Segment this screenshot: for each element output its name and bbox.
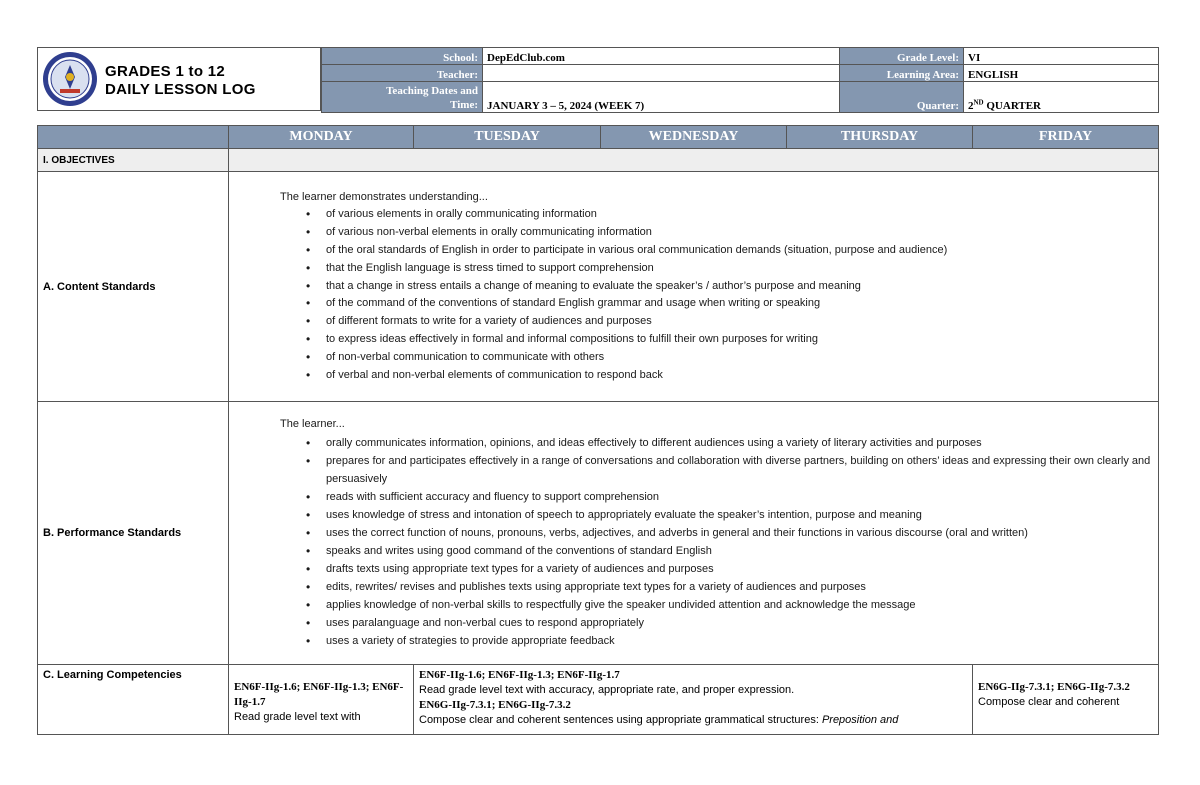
quarter-number: 2 bbox=[968, 100, 974, 112]
list-item: • prepares for and participates effectively in a range of conversations and collaboration with diverse partners, building on others’ ideas and expressing their own clearly and persuasively bbox=[234, 452, 1153, 488]
teaching-dates-value: JANUARY 3 – 5, 2024 (WEEK 7) bbox=[483, 82, 840, 113]
list-item: • of non-verbal communication to communicate with others bbox=[234, 349, 1153, 367]
day-thursday: THURSDAY bbox=[787, 126, 973, 149]
deped-seal-icon bbox=[42, 51, 98, 107]
learning-area-value: ENGLISH bbox=[964, 65, 1159, 82]
title-line-2: DAILY LESSON LOG bbox=[105, 81, 256, 98]
lc-monday-text: Read grade level text with bbox=[234, 711, 361, 723]
list-item: • of verbal and non-verbal elements of communication to respond back bbox=[234, 367, 1153, 385]
learning-competencies-row bbox=[38, 665, 1159, 735]
list-item: • that a change in stress entails a change of meaning to evaluate the speaker’s / author’s purpose and meaning bbox=[234, 278, 1153, 296]
lc-monday-codes: EN6F-IIg-1.6; EN6F-IIg-1.3; EN6F-IIg-1.7 bbox=[234, 681, 404, 708]
list-item: • uses paralanguage and non-verbal cues to respond appropriately bbox=[234, 614, 1153, 632]
list-item: • applies knowledge of non-verbal skills to respectfully give the speaker undivided attention and acknowledge the message bbox=[234, 596, 1153, 614]
content-standards-list bbox=[234, 206, 1153, 384]
learning-competencies-label: C. Learning Competencies bbox=[38, 665, 229, 735]
teacher-label: Teacher: bbox=[322, 65, 483, 82]
day-monday: MONDAY bbox=[229, 126, 414, 149]
lc-midweek-text-2-italic: Preposition and bbox=[821, 714, 899, 726]
quarter-suffix: ND bbox=[973, 98, 984, 107]
learning-area-label: Learning Area: bbox=[840, 65, 964, 82]
list-item: • that the English language is stress timed to support comprehension bbox=[234, 260, 1153, 278]
lc-friday-cell bbox=[973, 665, 1159, 735]
days-header-row bbox=[38, 126, 1159, 149]
lc-friday-text: Compose clear and coherent bbox=[978, 696, 1120, 708]
content-standards-label: A. Content Standards bbox=[38, 172, 229, 402]
quarter-value bbox=[964, 82, 1159, 113]
content-standards-body bbox=[234, 189, 1153, 385]
school-label: School: bbox=[322, 48, 483, 65]
list-item: • of various non-verbal elements in orally communicating information bbox=[234, 224, 1153, 242]
lc-midweek-cell bbox=[414, 665, 973, 735]
performance-standards-label: B. Performance Standards bbox=[38, 402, 229, 665]
list-item: • of different formats to write for a variety of audiences and purposes bbox=[234, 313, 1153, 331]
day-friday: FRIDAY bbox=[973, 126, 1159, 149]
list-item: • orally communicates information, opinions, and ideas effectively to different audiences using a variety of literary activities and purposes bbox=[234, 434, 1153, 452]
lc-monday-cell bbox=[229, 665, 414, 735]
objectives-blank bbox=[229, 149, 1159, 172]
list-item: • uses a variety of strategies to provide appropriate feedback bbox=[234, 632, 1153, 650]
lc-midweek-text-1: Read grade level text with accuracy, appropriate rate, and proper expression. bbox=[419, 684, 795, 696]
list-item: • of the command of the conventions of standard English grammar and usage when writing or speaking bbox=[234, 295, 1153, 313]
content-standards-lead: The learner demonstrates understanding... bbox=[280, 190, 488, 203]
list-item: • of the oral standards of English in order to participate in various oral communication demands (situation, purpose and audience) bbox=[234, 242, 1153, 260]
content-standards-row bbox=[38, 172, 1159, 402]
day-tuesday: TUESDAY bbox=[414, 126, 601, 149]
objectives-label: I. OBJECTIVES bbox=[38, 149, 229, 172]
lc-midweek-codes-2: EN6G-IIg-7.3.1; EN6G-IIg-7.3.2 bbox=[419, 699, 571, 711]
school-value: DepEdClub.com bbox=[483, 48, 840, 65]
list-item: • edits, rewrites/ revises and publishes texts using appropriate text types for a variety of audiences and purposes bbox=[234, 578, 1153, 596]
list-item: • of various elements in orally communicating information bbox=[234, 206, 1153, 224]
performance-standards-lead: The learner... bbox=[280, 418, 345, 431]
quarter-label: Quarter: bbox=[840, 82, 964, 113]
grade-level-value: VI bbox=[964, 48, 1159, 65]
lc-midweek-text-2-wrap bbox=[419, 713, 967, 728]
teaching-dates-label bbox=[322, 82, 483, 113]
grade-level-label: Grade Level: bbox=[840, 48, 964, 65]
lc-midweek-text-2: Compose clear and coherent sentences using appropriate grammatical structures: bbox=[419, 714, 822, 726]
list-item: • to express ideas effectively in formal and informal compositions to fulfill their own purposes for writing bbox=[234, 331, 1153, 349]
lesson-info-table bbox=[321, 47, 1159, 113]
objectives-row bbox=[38, 149, 1159, 172]
lc-midweek-codes-1: EN6F-IIg-1.6; EN6F-IIg-1.3; EN6F-IIg-1.7 bbox=[419, 669, 620, 681]
list-item: • uses the correct function of nouns, pronouns, verbs, adjectives, and adverbs in general and their functions in various discourse (oral and written) bbox=[234, 524, 1153, 542]
list-item: • reads with sufficient accuracy and fluency to support comprehension bbox=[234, 488, 1153, 506]
lc-friday-codes: EN6G-IIg-7.3.1; EN6G-IIg-7.3.2 bbox=[978, 681, 1130, 693]
day-wednesday: WEDNESDAY bbox=[601, 126, 787, 149]
teaching-dates-label-line2: Time: bbox=[450, 99, 478, 111]
performance-standards-body bbox=[234, 416, 1153, 650]
performance-standards-row bbox=[38, 402, 1159, 665]
page-title bbox=[105, 63, 256, 99]
list-item: • uses knowledge of stress and intonation of speech to appropriately evaluate the speaker’s intention, purpose and meaning bbox=[234, 506, 1153, 524]
days-header-blank bbox=[38, 126, 229, 149]
quarter-text: QUARTER bbox=[983, 100, 1041, 112]
list-item: • speaks and writes using good command of the conventions of standard English bbox=[234, 542, 1153, 560]
title-line-1: GRADES 1 to 12 bbox=[105, 63, 226, 80]
list-item: • drafts texts using appropriate text types for a variety of audiences and purposes bbox=[234, 560, 1153, 578]
teaching-dates-label-line1: Teaching Dates and bbox=[386, 85, 478, 97]
performance-standards-cell bbox=[229, 402, 1159, 665]
teacher-value bbox=[483, 65, 840, 82]
content-standards-cell bbox=[229, 172, 1159, 402]
performance-standards-list bbox=[234, 434, 1153, 650]
lesson-log-table bbox=[37, 125, 1159, 735]
